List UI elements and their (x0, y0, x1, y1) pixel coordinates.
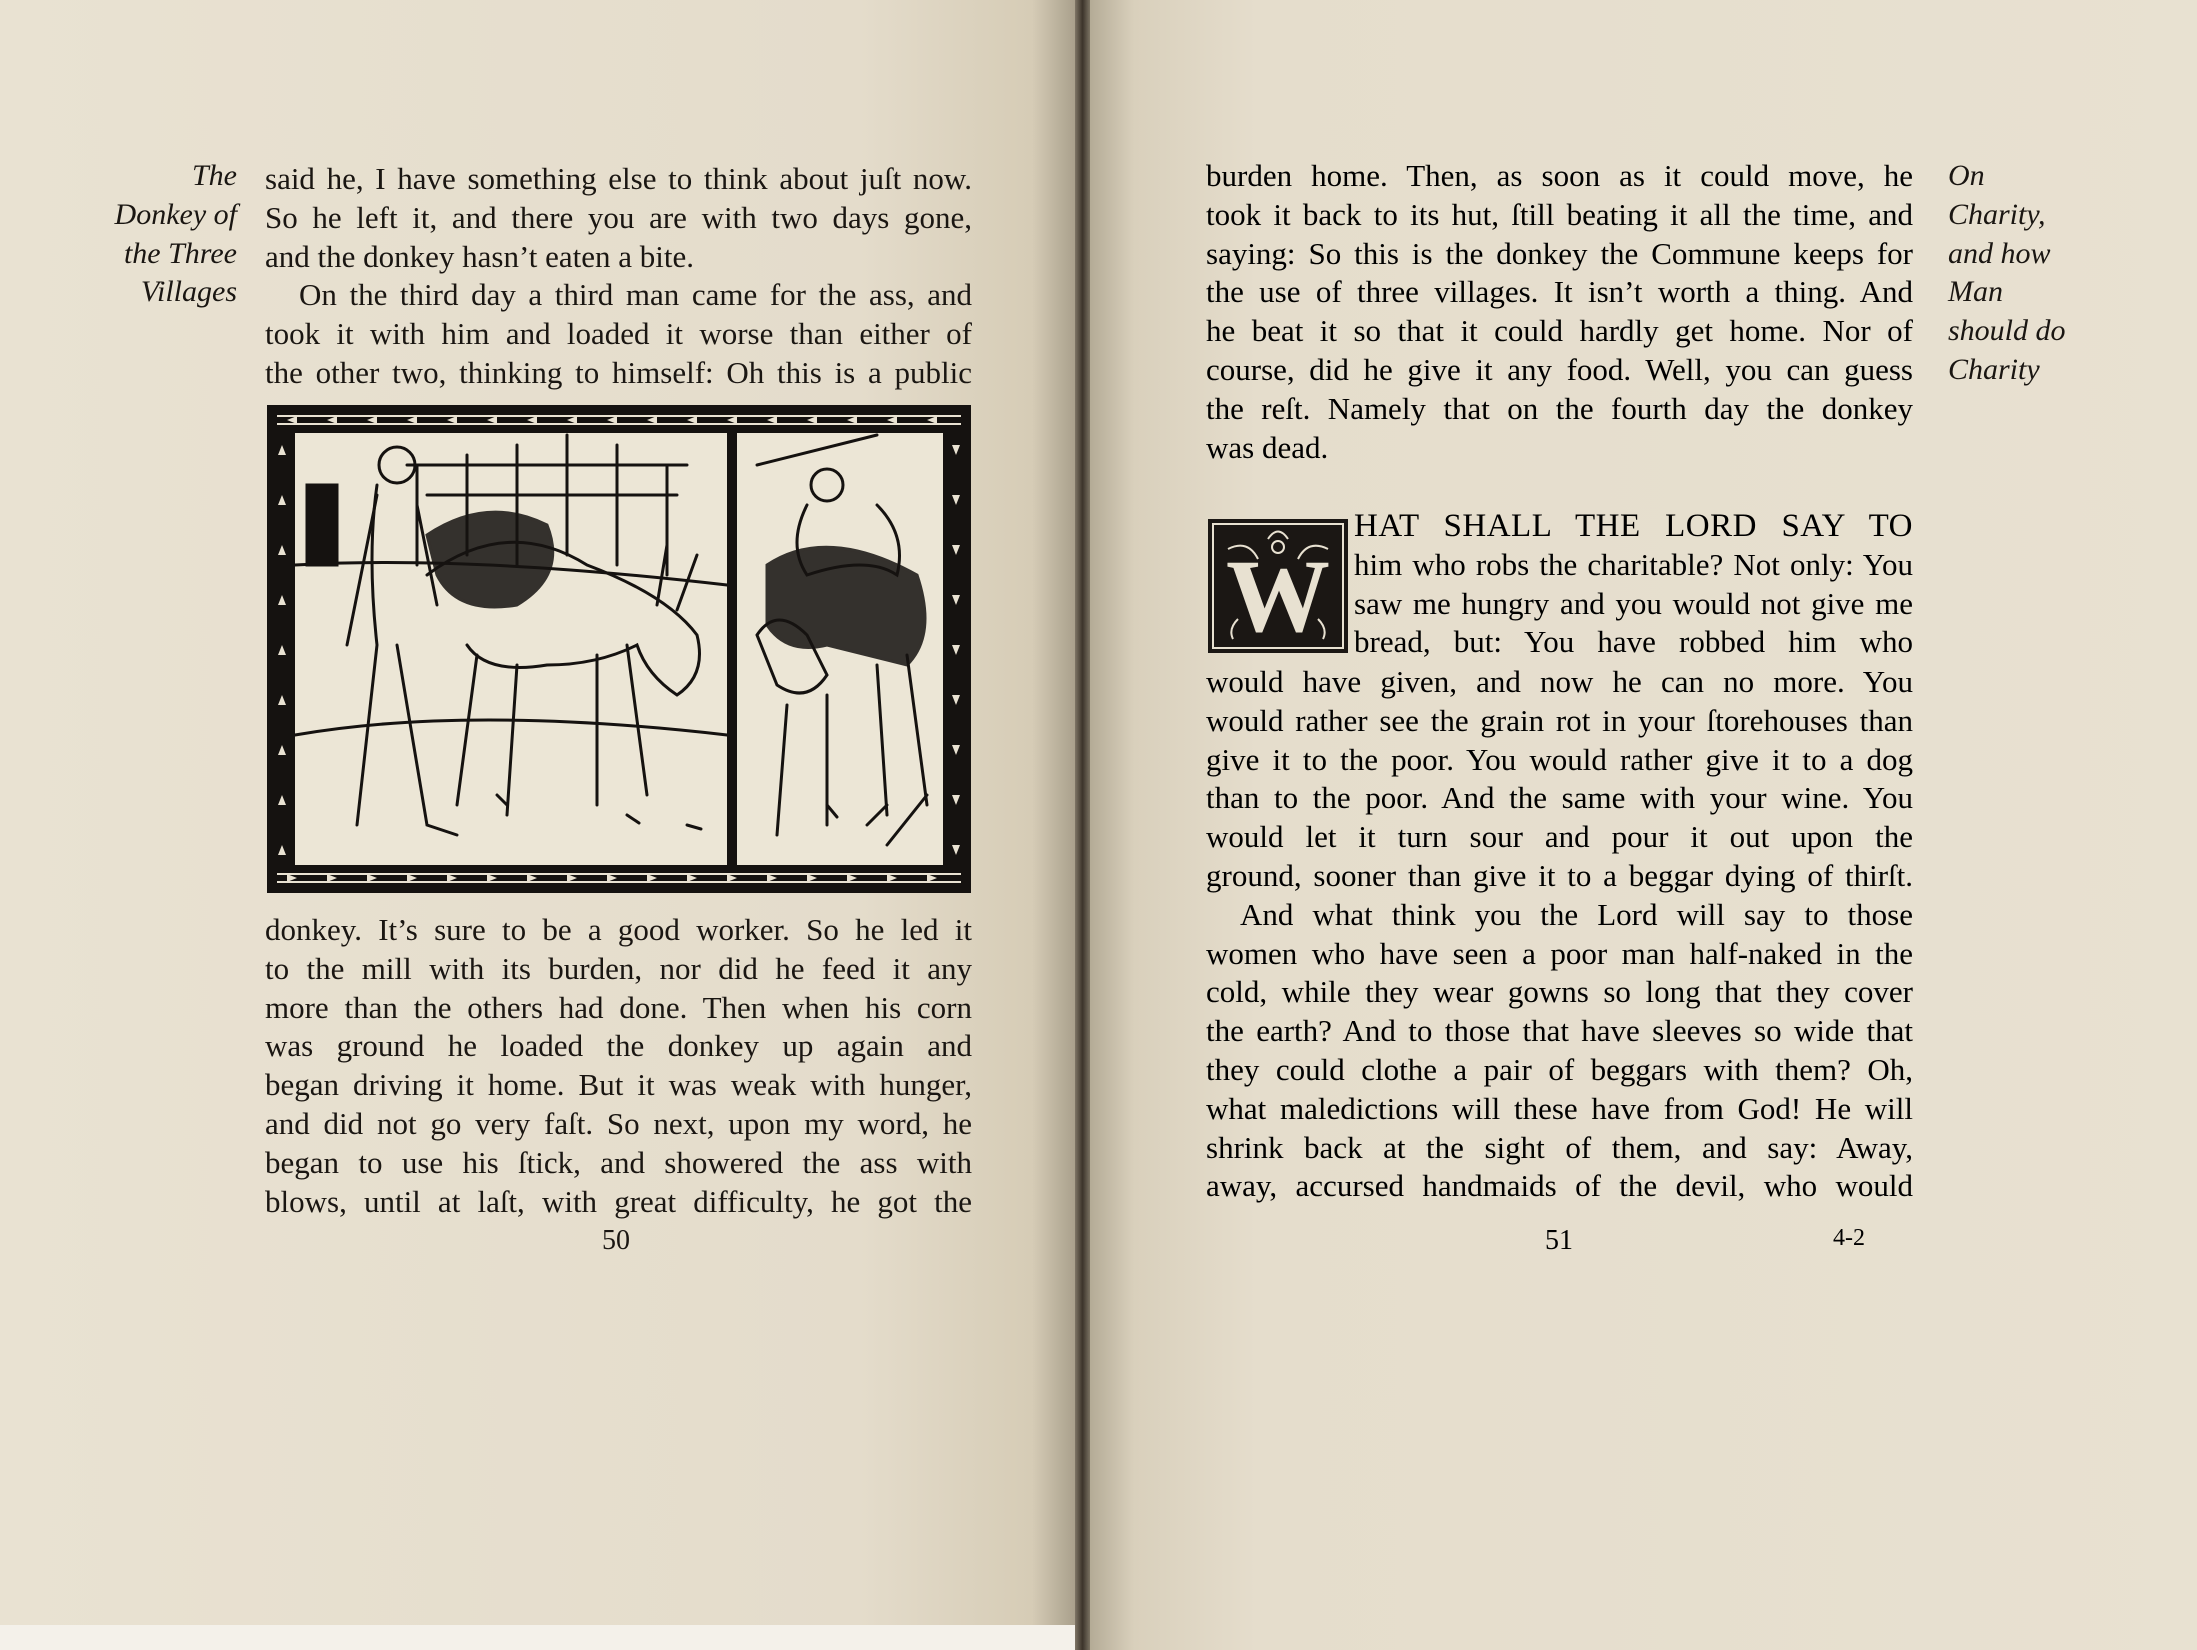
text-line: the other two, thinking to himself: Oh this is a public (265, 354, 972, 390)
side-note-line: the Three (123, 236, 237, 270)
text-line: women who have seen a poor man half-naked in the (1206, 935, 1913, 971)
text-line: ground, sooner than give it to a beggar dying of thirſt. (1206, 857, 1913, 893)
text-line: give it to the poor. You would rather give it to a dog (1206, 741, 1913, 777)
text-line: saying: So this is the donkey the Commune keeps for (1206, 235, 1913, 271)
text-line: would rather see the grain rot in your ſtorehouses than (1206, 702, 1913, 738)
text-line: said he, I have something else to think about juſt now. (265, 161, 972, 196)
side-note-line: Man (1948, 275, 2003, 309)
side-note-line: The (192, 159, 237, 192)
text-line: he beat it so that it could hardly get home. Nor of (1206, 313, 1913, 349)
drop-cap-letter: W (1226, 539, 1330, 653)
book-gutter (1075, 0, 1090, 1650)
left-text-top (265, 160, 972, 393)
text-line: and the donkey hasn’t eaten a bite. (265, 238, 694, 274)
text-line: HAT SHALL THE LORD SAY TO (1354, 508, 1913, 544)
text-line: would have given, and now he can no more. You (1206, 664, 1913, 699)
text-line: burden home. Then, as soon as it could move, he (1206, 158, 1913, 193)
text-line: than to the poor. And the same with your wine. You (1206, 780, 1913, 816)
text-line: donkey. It’s sure to be a good worker. So he led it (265, 912, 972, 947)
text-line: and did not go very faſt. So next, upon my word, he (265, 1105, 972, 1141)
text-line: cold, while they wear gowns so long that they cover (1206, 974, 1913, 1010)
text-line: was dead. (1206, 429, 1329, 465)
page-edge (0, 1625, 1075, 1650)
text-line: blows, until at laſt, with great difficulty, he got the (265, 1183, 972, 1219)
text-line: took it with him and loaded it worse than either of (265, 316, 972, 352)
text-line: And what think you the Lord will say to those (1240, 896, 1913, 932)
side-note-line: On (1948, 159, 1985, 192)
right-text-top (1206, 157, 1913, 467)
right-side-note (1948, 156, 2108, 389)
text-line: took it back to its hut, ſtill beating it all the time, and (1206, 196, 1913, 232)
dropcap-text (1354, 507, 1913, 662)
left-side-note (95, 156, 237, 311)
side-note-line: Donkey of (114, 197, 237, 231)
signature-mark: 4-2 (1833, 1225, 1865, 1251)
text-line: shrink back at the sight of them, and say: Away, (1206, 1129, 1913, 1165)
text-line: what maledictions will these have from God! He will (1206, 1090, 1913, 1126)
side-note-line: and how (1948, 236, 2051, 270)
text-line: bread, but: You have robbed him who (1354, 624, 1913, 660)
text-line: began to use his ſtick, and showered the ass with (265, 1144, 972, 1180)
woodcut-illustration (267, 405, 971, 893)
text-line: to the mill with its burden, nor did he feed it any (265, 950, 972, 986)
text-line: was ground he loaded the donkey up again and (265, 1028, 972, 1064)
left-page (0, 0, 1075, 1650)
side-note-line: Villages (140, 275, 237, 309)
text-line: On the third day a third man came for the ass, and (299, 277, 972, 313)
text-line: So he left it, and there you are with two days gone, (265, 199, 972, 235)
text-line: would let it turn sour and pour it out upon the (1206, 819, 1913, 855)
drop-cap (1208, 519, 1348, 653)
drop-cap-ornament (1208, 519, 1348, 653)
text-line: the earth? And to those that have sleeves so wide that (1206, 1013, 1913, 1049)
woodcut-svg (267, 405, 971, 893)
right-text-middle (1206, 663, 1913, 1206)
text-line: more than the others had done. Then when his corn (265, 989, 972, 1025)
side-note-line: should do (1948, 314, 2066, 348)
page-number-left: 50 (602, 1225, 630, 1256)
side-note-line: Charity, (1948, 197, 2046, 231)
page-number-right: 51 (1545, 1225, 1573, 1256)
text-line: course, did he give it any food. Well, you can guess (1206, 351, 1913, 387)
text-line: the use of three villages. It isn’t worth a thing. And (1206, 274, 1913, 310)
side-note-line: Charity (1948, 352, 2040, 386)
text-line: saw me hungry and you would not give me (1354, 585, 1913, 621)
text-line: they could clothe a pair of beggars with them? Oh, (1206, 1051, 1913, 1087)
text-line: him who robs the charitable? Not only: You (1354, 546, 1913, 582)
text-line: began driving it home. But it was weak with hunger, (265, 1067, 972, 1103)
left-text-bottom (265, 911, 972, 1221)
text-line: away, accursed handmaids of the devil, who would (1206, 1168, 1913, 1204)
text-line: the reſt. Namely that on the fourth day the donkey (1206, 390, 1913, 426)
